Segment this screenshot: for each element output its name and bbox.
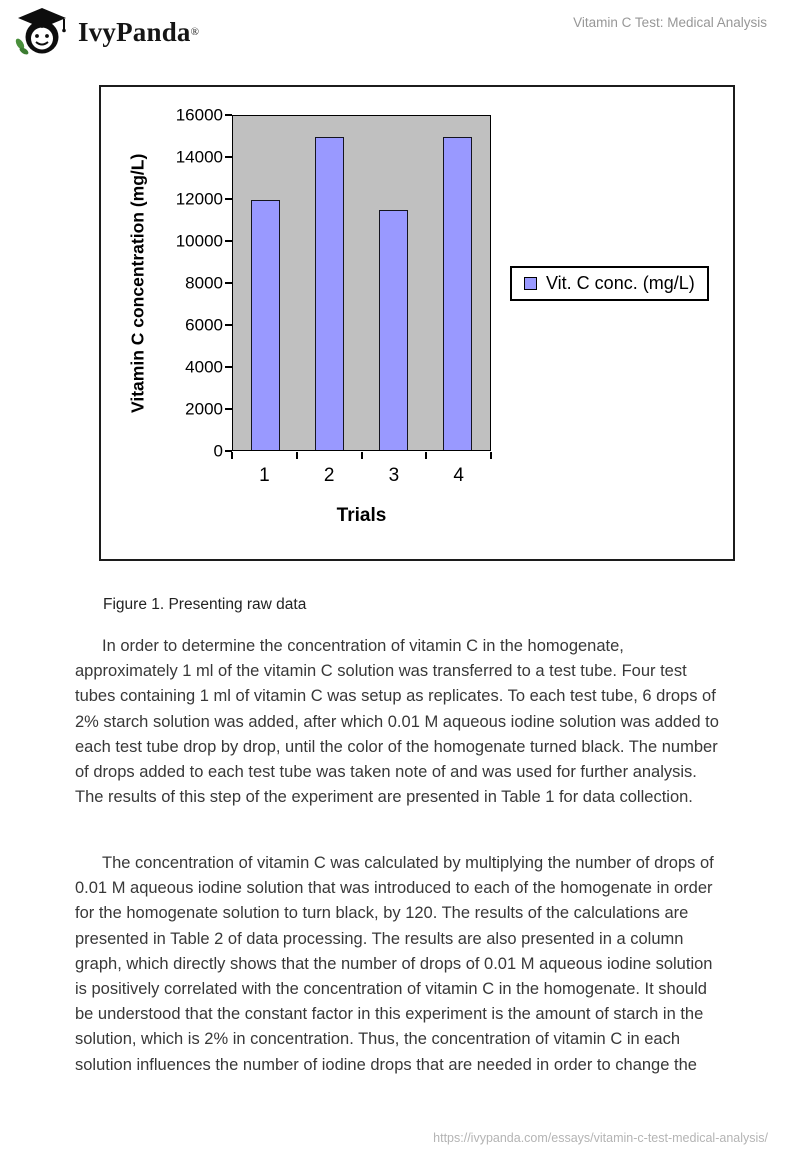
x-tick-label: 1	[259, 465, 270, 486]
x-tick-label: 2	[323, 465, 335, 486]
y-tick-mark	[225, 282, 232, 284]
paragraph-1: In order to determine the concentration of vitamin C in the homogenate, approximately 1 ml of the vitamin C solution was transferred to a test tube. Four test tubes containing 1 ml of vitamin C was setup as replicates. To each test tube, 6 drops of 2% starch solution was added, after which 0.01 M aqueous iodine solution was added to each test tube drop by drop, until the color of the homogenate turned black. The number of drops added to each test tube was taken note of and was used for further analysis. The results of this step of the experiment are presented in Table 1 for data collection.	[75, 637, 719, 807]
x-tick-label: 3	[388, 465, 400, 486]
legend	[510, 266, 709, 301]
x-tick-mark	[231, 452, 233, 459]
y-tick-mark	[225, 366, 232, 368]
ivypanda-logo-icon	[12, 6, 70, 58]
y-tick-label: 14000	[175, 147, 223, 167]
brand[interactable]	[12, 6, 199, 58]
y-tick-label: 4000	[185, 357, 223, 377]
legend-label: Vit. C conc. (mg/L)	[546, 273, 695, 293]
y-tick-mark	[225, 114, 232, 116]
y-tick-label: 8000	[185, 273, 223, 293]
figure-chart	[99, 85, 735, 561]
legend-swatch	[524, 277, 537, 290]
plot-area	[232, 115, 491, 451]
bar-trial-1	[251, 200, 280, 451]
bar-trial-2	[315, 137, 344, 450]
x-axis-title: Trials	[336, 505, 387, 526]
bar-trial-3	[379, 210, 408, 450]
y-tick-mark	[225, 156, 232, 158]
y-tick-mark	[225, 198, 232, 200]
y-tick-label: 0	[213, 441, 223, 461]
x-tick-mark	[490, 452, 492, 459]
y-axis-tick-marks	[225, 115, 232, 451]
x-tick-mark	[361, 452, 363, 459]
x-tick-mark	[425, 452, 427, 459]
x-tick-label: 4	[453, 465, 464, 486]
source-url-link[interactable]: https://ivypanda.com/essays/vitamin-c-test-medical-analysis/	[433, 1131, 768, 1145]
y-tick-mark	[225, 408, 232, 410]
page-title: Vitamin C Test: Medical Analysis	[573, 15, 767, 30]
figure-caption: Figure 1. Presenting raw data	[103, 596, 307, 613]
y-axis-tick-labels	[149, 105, 223, 461]
bars	[233, 116, 490, 450]
y-tick-mark	[225, 240, 232, 242]
paragraph-2: The concentration of vitamin C was calculated by multiplying the number of drops of 0.01 M aqueous iodine solution that was introduced to each of the homogenate in order for the homogenate solution to turn black, by 120. The results of the calculations are presented in Table 2 of data processing. The results are also presented in a column graph, which directly shows that the number of drops of 0.01 M aqueous iodine solution is positively correlated with the concentration of vitamin C in the homogenate. It should be understood that the constant factor in this experiment is the amount of starch in the solution, which is 2% in concentration. Thus, the concentration of vitamin C in each solution influences the number of iodine drops that are needed in order to change the	[75, 854, 714, 1074]
brand-name: IvyPanda	[78, 16, 191, 47]
y-axis-title: Vitamin C concentration (mg/L)	[127, 153, 148, 413]
y-tick-label: 6000	[185, 315, 223, 335]
y-tick-label: 12000	[175, 189, 223, 209]
y-tick-label: 2000	[185, 399, 223, 419]
y-tick-label: 16000	[175, 105, 223, 125]
y-tick-label: 10000	[175, 231, 223, 251]
x-axis-tick-marks	[232, 452, 491, 459]
x-tick-mark	[296, 452, 298, 459]
registered-mark: ®	[190, 26, 199, 38]
bar-trial-4	[443, 137, 472, 450]
y-tick-mark	[225, 324, 232, 326]
x-axis-tick-labels	[232, 465, 491, 487]
